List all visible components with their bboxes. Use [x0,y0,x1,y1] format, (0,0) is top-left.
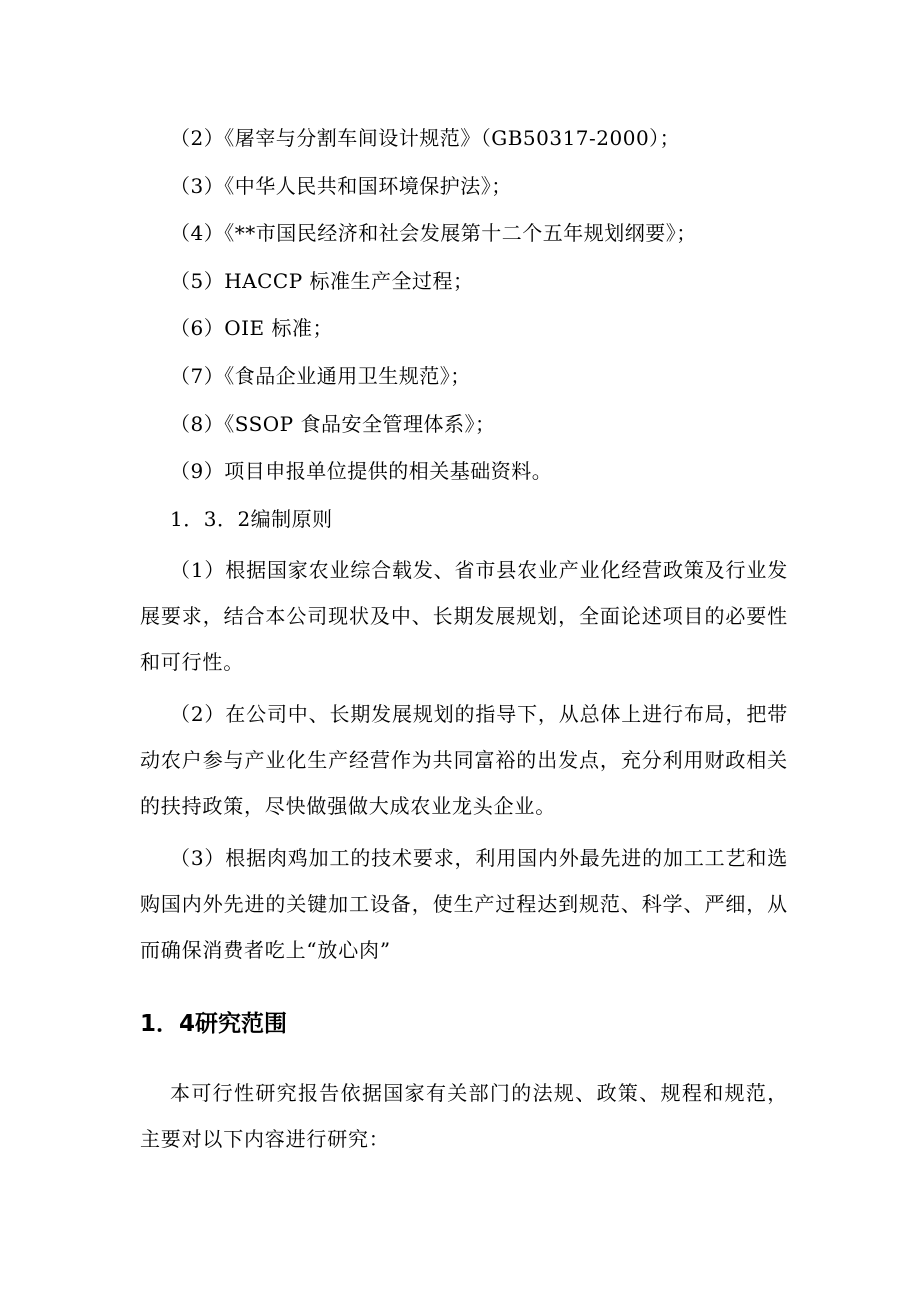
reference-item-8: （8）《SSOP 食品安全管理体系》； [170,412,496,436]
reference-item-2: （2）《屠宰与分割车间设计规范》（GB50317-2000）； [170,126,681,150]
reference-item-4: （4）《**市国民经济和社会发展第十二个五年规划纲要》； [170,221,697,245]
reference-item-7: （7）《食品企业通用卫生规范》； [170,364,471,388]
principle-paragraph-2: （2）在公司中、长期发展规划的指导下，从总体上进行布局，把带动农户参与产业化生产经营作为共同富裕的出发点，充分利用财政相关的扶持政策，尽快做强做大成农业龙头企业。 [140,702,788,818]
principle-paragraph-1: （1）根据国家农业综合载发、省市县农业产业化经营政策及行业发展要求，结合本公司现状及中、长期发展规划，全面论述项目的必要性和可行性。 [140,558,788,674]
reference-item-6: （6）OIE 标准； [170,316,333,340]
section-body-paragraph: 本可行性研究报告依据国家有关部门的法规、政策、规程和规范，主要对以下内容进行研究： [140,1081,788,1151]
principle-paragraph-3: （3）根据肉鸡加工的技术要求，利用国内外最先进的加工工艺和选购国内外先进的关键加工设备，使生产过程达到规范、科学、严细，从而确保消费者吃上“放心肉” [140,846,788,962]
reference-item-3: （3）《中华人民共和国环境保护法》； [170,174,512,198]
reference-item-5: （5）HACCP 标准生产全过程； [170,269,474,293]
section-heading: 1．4研究范围 [140,1011,288,1037]
reference-item-9: （9）项目申报单位提供的相关基础资料。 [170,459,553,483]
subsection-heading: 1．3．2编制原则 [170,507,333,531]
